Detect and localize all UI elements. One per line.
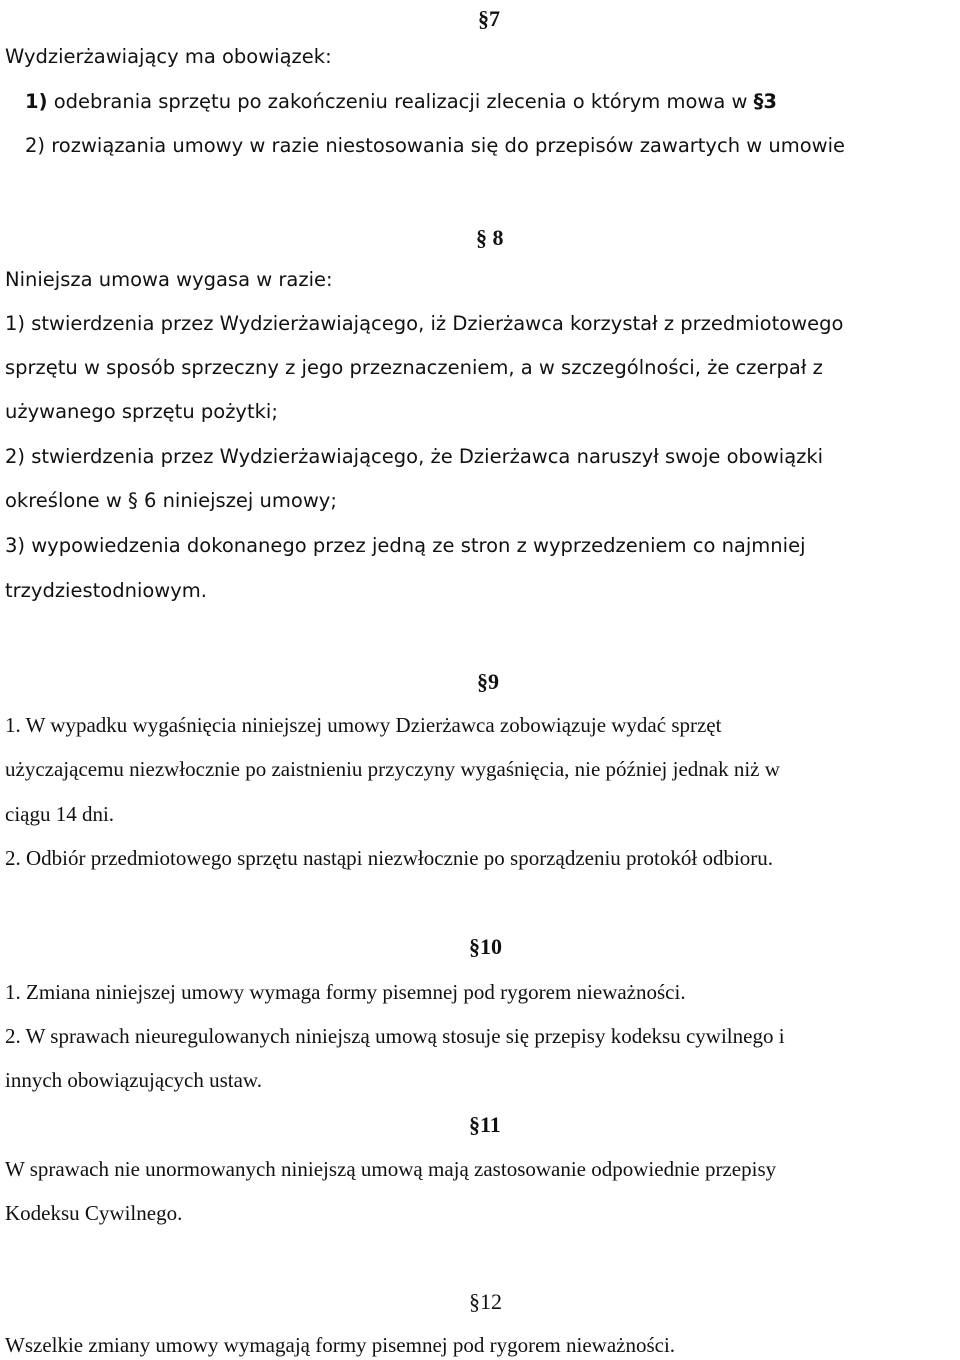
section-7-item-1 xyxy=(25,88,777,116)
section-8-line: określone w § 6 niniejszej umowy; xyxy=(5,489,337,512)
section-8-line: sprzętu w sposób sprzeczny z jego przeznaczeniem, a w szczególności, że czerpał z xyxy=(5,356,823,379)
section-7-item-1-number: 1) xyxy=(25,90,48,113)
section-7-item-1-ref: §3 xyxy=(753,90,777,113)
section-11-line: Kodeksu Cywilnego. xyxy=(5,1201,183,1225)
section-9-line: ciągu 14 dni. xyxy=(5,802,115,826)
section-9-heading: §9 xyxy=(477,669,499,694)
section-7-item-1-text: odebrania sprzętu po zakończeniu realizacji zlecenia o którym mowa w xyxy=(53,90,748,113)
section-12-heading: §12 xyxy=(469,1289,502,1314)
section-8-line: 1) stwierdzenia przez Wydzierżawiającego, iż Dzierżawca korzystał z przedmiotowego xyxy=(5,312,844,335)
section-10-line: 2. W sprawach nieuregulowanych niniejszą umową stosuje się przepisy kodeksu cywilnego i xyxy=(5,1024,785,1048)
section-8-line: Niniejsza umowa wygasa w razie: xyxy=(5,268,333,291)
section-9-line: 1. W wypadku wygaśnięcia niniejszej umowy Dzierżawca zobowiązuje wydać sprzęt xyxy=(5,713,722,737)
section-8-line: 2) stwierdzenia przez Wydzierżawiającego, że Dzierżawca naruszył swoje obowiązki xyxy=(5,445,824,468)
section-12-line: Wszelkie zmiany umowy wymagają formy pisemnej pod rygorem nieważności. xyxy=(5,1333,676,1357)
section-9-line: użyczającemu niezwłocznie po zaistnieniu przyczyny wygaśnięcia, nie później jednak niż w xyxy=(5,757,780,781)
section-7-item-2: 2) rozwiązania umowy w razie niestosowania się do przepisów zawartych w umowie xyxy=(25,134,846,157)
section-7-intro: Wydzierżawiający ma obowiązek: xyxy=(5,45,332,68)
section-8-line: trzydziestodniowym. xyxy=(5,579,207,602)
section-10-line: 1. Zmiana niniejszej umowy wymaga formy pisemnej pod rygorem nieważności. xyxy=(5,980,686,1004)
section-10-line: innych obowiązujących ustaw. xyxy=(5,1068,262,1092)
section-11-heading: §11 xyxy=(469,1112,501,1137)
section-11-line: W sprawach nie unormowanych niniejszą umową mają zastosowanie odpowiednie przepisy xyxy=(5,1157,777,1181)
section-7-heading: §7 xyxy=(478,6,500,31)
section-9-line: 2. Odbiór przedmiotowego sprzętu nastąpi niezwłocznie po sporządzeniu protokół odbioru. xyxy=(5,846,774,870)
section-8-line: 3) wypowiedzenia dokonanego przez jedną ze stron z wyprzedzeniem co najmniej xyxy=(5,534,806,557)
section-8-line: używanego sprzętu pożytki; xyxy=(5,400,278,423)
section-10-heading: §10 xyxy=(469,934,502,959)
section-8-heading: § 8 xyxy=(476,225,504,250)
